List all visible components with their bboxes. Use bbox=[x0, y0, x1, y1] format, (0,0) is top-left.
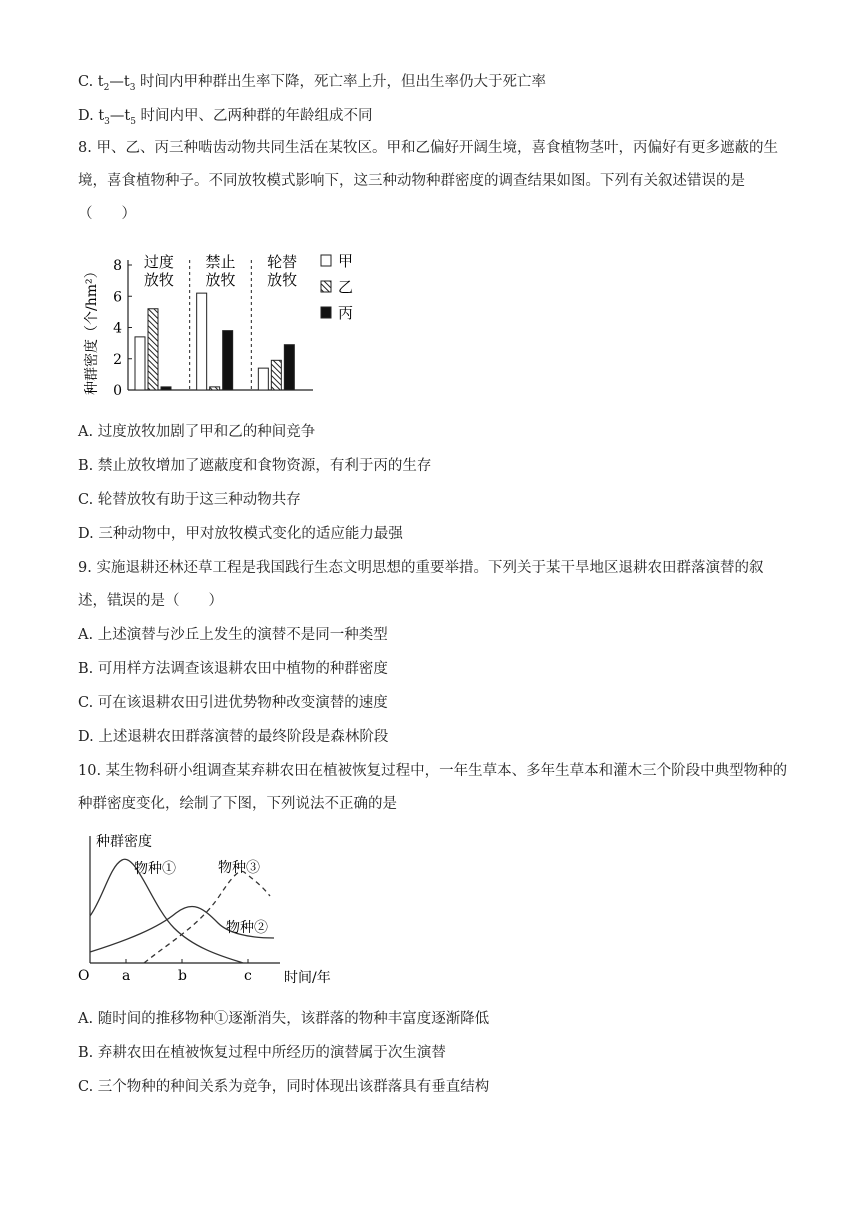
y-axis-label: 种群密度（个/hm²） bbox=[84, 264, 100, 395]
y-axis-label: 种群密度 bbox=[96, 834, 152, 850]
bar-甲 bbox=[135, 337, 145, 390]
category-label: 轮替 bbox=[267, 253, 298, 271]
q7-option-d: D. $t_3—t_5$ 时间内甲、乙两种群的年龄组成不同 bbox=[78, 108, 373, 127]
legend-label: 乙 bbox=[338, 278, 354, 296]
category-label: 过度 bbox=[143, 253, 174, 271]
q9-option-a: A. 上述演替与沙丘上发生的演替不是同一种类型 bbox=[78, 627, 388, 643]
q10-line-chart bbox=[78, 828, 368, 988]
q9-stem: 9. 实施退耕还林还草工程是我国践行生态文明思想的重要举措。下列关于某干旱地区退耕农田群落演替的叙述，错误的是（ ） bbox=[78, 560, 764, 609]
bar-甲 bbox=[258, 368, 268, 390]
legend-swatch bbox=[321, 255, 331, 266]
legend-label: 甲 bbox=[338, 252, 354, 270]
category-label: 放牧 bbox=[267, 271, 298, 289]
bar-甲 bbox=[197, 293, 207, 390]
series-label: 物种② bbox=[226, 920, 268, 936]
q8-option-d: D. 三种动物中，甲对放牧模式变化的适应能力最强 bbox=[78, 526, 403, 542]
series-line-物种③ bbox=[144, 871, 270, 963]
legend-label: 丙 bbox=[338, 304, 354, 322]
x-axis-label: 时间/年 bbox=[284, 970, 331, 986]
q10-option-c: C. 三个物种的种间关系为竞争，同时体现出该群落具有垂直结构 bbox=[78, 1079, 490, 1095]
bar-丙 bbox=[161, 387, 171, 390]
series-label: 物种③ bbox=[218, 860, 260, 876]
emphasis-error: 错误 bbox=[107, 593, 136, 609]
origin-label: O bbox=[78, 968, 90, 984]
y-tick-label: 0 bbox=[113, 383, 122, 399]
q8-option-b: B. 禁止放牧增加了遮蔽度和食物资源，有利于丙的生存 bbox=[78, 458, 432, 474]
q10-stem: 10. 某生物科研小组调查某弃耕农田在植被恢复过程中，一年生草本、多年生草本和灌木三个阶段中典型物种的种群密度变化，绘制了下图，下列说法不正确的是 bbox=[78, 763, 788, 812]
q9-option-b: B. 可用样方法调查该退耕农田中植物的种群密度 bbox=[78, 661, 388, 677]
series-label: 物种① bbox=[134, 861, 176, 877]
q7-option-c: C. $t_2—t_3$ 时间内甲种群出生率下降，死亡率上升，但出生率仍大于死亡率 bbox=[78, 74, 547, 93]
y-tick-label: 4 bbox=[113, 320, 122, 337]
bar-乙 bbox=[210, 387, 220, 390]
legend-swatch bbox=[321, 281, 331, 292]
q10-option-b: B. 弃耕农田在植被恢复过程中所经历的演替属于次生演替 bbox=[78, 1045, 446, 1061]
category-label: 放牧 bbox=[205, 271, 236, 289]
category-label: 放牧 bbox=[143, 271, 174, 289]
q9-option-c: C. 可在该退耕农田引进优势物种改变演替的速度 bbox=[78, 695, 388, 711]
q8-stem: 8. 甲、乙、丙三种啮齿动物共同生活在某牧区。甲和乙偏好开阔生境，喜食植物茎叶，丙偏好有更多遮蔽的生境，喜食植物种子。不同放牧模式影响下，这三种动物种群密度的调查结果如图。下列有关叙述错误的是（ ） bbox=[78, 140, 778, 222]
legend-swatch bbox=[321, 307, 331, 318]
bar-乙 bbox=[271, 360, 281, 390]
x-tick-label: a bbox=[122, 968, 131, 984]
bar-丙 bbox=[284, 345, 294, 390]
y-tick-label: 2 bbox=[113, 351, 122, 368]
q10-option-a: A. 随时间的推移物种①逐渐消失，该群落的物种丰富度逐渐降低 bbox=[78, 1011, 490, 1027]
q8-bar-chart bbox=[78, 245, 368, 405]
x-tick-label: c bbox=[244, 968, 252, 984]
bar-丙 bbox=[223, 331, 233, 390]
y-tick-label: 8 bbox=[113, 258, 122, 274]
q8-option-c: C. 轮替放牧有助于这三种动物共存 bbox=[78, 492, 301, 508]
x-tick-label: b bbox=[178, 968, 187, 984]
category-label: 禁止 bbox=[205, 253, 236, 271]
y-tick-label: 6 bbox=[113, 289, 122, 306]
bar-乙 bbox=[148, 309, 158, 390]
q8-option-a: A. 过度放牧加剧了甲和乙的种间竞争 bbox=[78, 424, 316, 440]
q9-option-d: D. 上述退耕农田群落演替的最终阶段是森林阶段 bbox=[78, 729, 389, 745]
